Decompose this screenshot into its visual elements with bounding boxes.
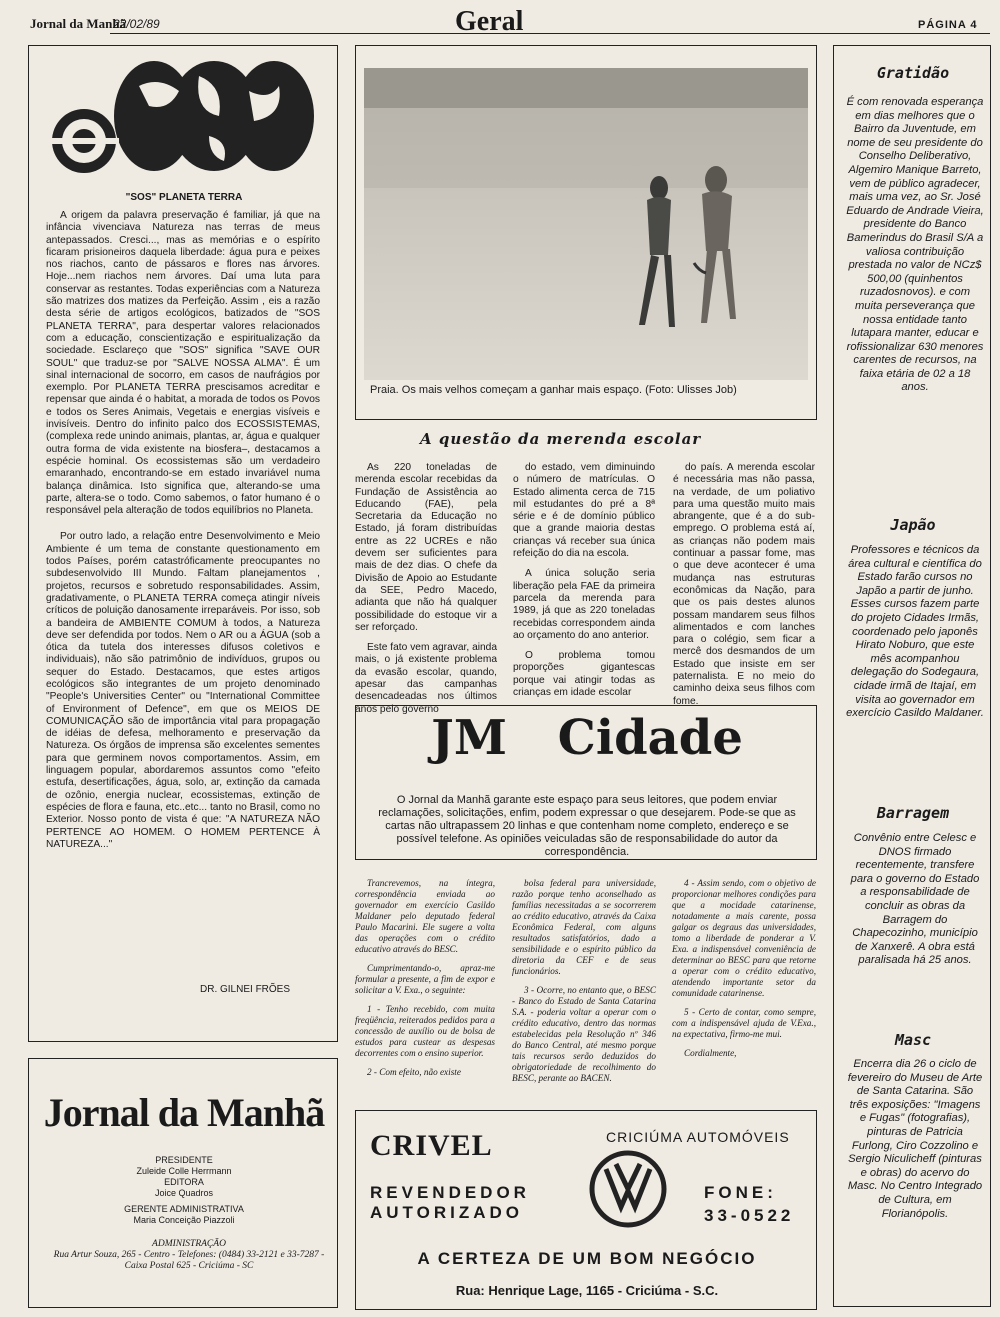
beach-figures-icon xyxy=(364,68,808,380)
jornal-da-manha-ad xyxy=(28,1058,338,1308)
merenda-paragraph: O problema tomou proporções gigantescas porque vai atingir todas as crianças em idade escolar xyxy=(513,650,655,699)
crivel-subtitle: CRICIÚMA AUTOMÓVEIS xyxy=(606,1129,790,1145)
crivel-logo: CRIVEL xyxy=(370,1129,493,1162)
logo-caption: "SOS" PLANETA TERRA xyxy=(125,192,243,203)
ad-staff-line: Zuleide Colle Herrmann xyxy=(136,1166,232,1176)
letter-paragraph: bolsa federal para universidade, razão porque tenho aconselhado as famílias necessitadas a se socorrerem ao crédito educativo, através da Caixa Econômica Federal, com alguns resultados satisfatórios, dado a sensibilidade e o espírito público da diretoria da CEF e de seus funcionários. xyxy=(512,878,656,976)
letter-paragraph: 3 - Ocorre, no entanto que, o BESC - Banco do Estado de Santa Catarina S.A. - poderia voltar a operar com o crédito educativo, dentro das normas estabelecidas pela Resolução nº 346 do Banco Central, até mesmo porque tais recursos serão deduzidos do obrigatoriedade de recolhimento do BESC, perante ao BACEN. xyxy=(512,985,656,1083)
sos-globe-logo-icon xyxy=(49,56,319,206)
merenda-headline: A questão da merenda escolar xyxy=(420,430,702,448)
ad-admin-address: Rua Artur Souza, 265 - Centro - Telefones: (0484) 33-2121 e 33-7287 - Caixa Postal 625 - Criciúma - SC xyxy=(53,1250,325,1271)
ad-staff-line: Joice Quadros xyxy=(154,1188,214,1198)
eco-paragraph: Por outro lado, a relação entre Desenvolvimento e Meio Ambiente é um tema de constante questionamento em todos Países, porém catastróficamente preocupantes no subdesenvolvido III Mundo. Faltam planejamentos , projetos, recursos e sobretudo responsabilidades. Assim, gradativamente, o PLANETA TERRA começa atingir níveis críticos de poluição danosamente irreparáveis. Por isso, sob a bandeira de AMBIENTE COMUM à todos, a Natureza deve ser defendida por todos. Nem o AR ou a ÁGUA (sob a ótica da tutela dos interesses difusos coletivos e individuais), não são patrimônio de indivíduos, grupos ou sequer do Estado. Destacamos, que estes artigos ecológicos são integrantes de um projeto denominado "People's Universities Center" ou "International Committee of Environment of Defence", em que os MEIOS DE COMUNICAÇÃO são de importância vital para propagação de idéias de defesa, melhoramento e preservação da Natureza. Os órgãos de imprensa são excelentes sementes para que germinem novos comportamentos. Assim, em linguagem popular, abordaremos assuntos como "efeito estufa, desertificações, água, solo, ar, extinção da camada de ozônio, energia nuclear, ecossistemas, extinção de espécies de flora e fauna, etc..etc... tanto no Brasil, como no Exterior. Nosso ponto de vista é que: "A NATUREZA NÃO PERTENCE AO HOMEM. O HOMEM PERTENCE À NATUREZA..." xyxy=(46,531,320,850)
eco-paragraph: A origem da palavra preservação é familiar, já que na infância vivenciava Natureza nas terras de meus antepassados. Cresci..., mas as memórias e o espírito ficaram prisioneiros daquela liberdade: água pura e peixes nos riachos, canto de pássaros e flores nas árvores. Hoje...nem riachos nem árvores. Daí uma luta para conservar as restantes. Todas experiências com a Natureza são matrizes dos matizes da Perfeição. Assim , eis a razão desta série de artigos ecológicos, batizados de "SOS PLANETA TERRA", para despertar valores relacionados com a educação, conscientização e espiritualização da sociedade. Esclareço que "SOS" significa "SAVE OUR SOUL" que traduz-se por "SALVE NOSSA ALMA". É um sinal internacional de socorro, em casos de naufrágios por exemplo. Por PLANETA TERRA prescisamos acreditar e repensar que ainda é o habitat, a morada de todos os Povos e todos os Seres Animais, Vegetais e energias visíveis e invisíveis. Dentro do infinito palco dos ECOSSISTEMAS, (complexa rede unindo animais, plantas, ar, água e qualquer outra forma de vida existente na biosfera–, destacamos a espécie hominal. Os ecossistemas são um verdadeiro emaranhado, encontrando-se em estado invariável numa balança dinâmica. Isto significa que, alterando-se uma parte, altera-se o todo. Como sabemos, o fator humano é o responsável pela alteração de todos equilíbrios no Planeta. xyxy=(46,210,320,517)
ad-staff-line: GERENTE ADMINISTRATIVA xyxy=(124,1204,244,1214)
crivel-tagline: A CERTEZA DE UM BOM NEGÓCIO xyxy=(417,1249,757,1268)
sidebar-heading: Japão xyxy=(890,516,936,534)
crivel-dealer-line: AUTORIZADO xyxy=(370,1203,524,1222)
letter-paragraph: 5 - Certo de contar, como sempre, com a indispensável ajuda de V.Exa., na expectativa, firmo-me mui. xyxy=(672,1007,816,1039)
letter-paragraph: 4 - Assim sendo, com o objetivo de proporcionar melhores condições para que a mocidade catarinense, notadamente a mais carente, possa galgar os degraus das universidades, tomo a liberdade de ponderar a V. Exa. a indispensável conveniência de determinar ao BESC para que retorne a operar com o crédito educativo, atendendo importante setor da comunidade catarinense. xyxy=(672,878,816,998)
jm-cidade-box xyxy=(355,705,817,860)
issue-date: 22/02/89 xyxy=(113,17,160,31)
merenda-paragraph: do estado, vem diminuindo o número de matrículas. O Estado alimenta cerca de 715 mil estudantes do pré a 8ª série e é de domínio público que a grande maioria destas crianças vá receber sua única refeição do dia na escola. xyxy=(513,462,655,560)
merenda-column-3 xyxy=(673,462,815,716)
merenda-column-1 xyxy=(355,462,497,724)
ad-admin-title: ADMINISTRAÇÃO xyxy=(152,1239,226,1249)
masthead-logo: Jornal da Manhã xyxy=(30,16,127,31)
letter-column-2 xyxy=(512,878,656,1092)
page-number: PÁGINA 4 xyxy=(918,19,978,31)
ad-staff-line: PRESIDENTE xyxy=(155,1155,213,1165)
merenda-paragraph: Este fato vem agravar, ainda mais, o já existente problema da evasão escolar, quando, apesar das campanhas desencadeadas nos últimos anos pelo governo xyxy=(355,642,497,715)
sidebar-heading: Masc xyxy=(894,1031,932,1049)
crivel-dealer-line: REVENDEDOR xyxy=(370,1183,530,1202)
sidebar-heading: Barragem xyxy=(876,804,950,822)
sidebar-note: É com renovada esperança em dias melhores que o Bairro da Juventude, em nome de seu presidente do Conselho Deliberativo, Algemiro Manique Barreto, vem de público agradecer, mais uma vez, ao Sr. José Eduardo de Andrade Vieira, presidente do Banco Bamerindus do Brasil S/A a valiosa contribuição prestada no valor de NCz$ 500,00 (quinhentos ruzadosnovos). e com muita perseverança que nossa entidade tanto lutapara manter, educar e rofissionalizar 630 menores carentes de recursos, na faixa etária de 02 a 18 anos. xyxy=(846,96,984,394)
photo-caption: Praia. Os mais velhos começam a ganhar mais espaço. (Foto: Ulisses Job) xyxy=(370,384,737,396)
letter-paragraph: Cumprimentando-o, apraz-me formular a presente, a fim de expor e solicitar a V. Exa., o seguinte: xyxy=(355,963,495,995)
sidebar-notes-box xyxy=(833,45,991,1307)
beach-photo xyxy=(364,68,808,380)
eco-article-text xyxy=(46,210,320,865)
letter-column-1 xyxy=(355,878,495,1086)
author-signature: DR. GILNEI FRÕES xyxy=(200,984,291,995)
crivel-ad xyxy=(355,1110,817,1310)
ad-staff-line: Maria Conceição Piazzoli xyxy=(133,1215,235,1225)
crivel-address: Rua: Henrique Lage, 1165 - Criciúma - S.C. xyxy=(455,1283,719,1298)
section-title: Geral xyxy=(455,6,524,37)
letter-paragraph: Cordialmente, xyxy=(684,1048,737,1058)
ad-masthead: Jornal da Manhã xyxy=(43,1090,325,1135)
sidebar-note: Encerra dia 26 o ciclo de fevereiro do Museu de Arte de Santa Catarina. São três exposições: "Imagens e Fugas" (fotografias), pinturas de Patricia Furlong, Ciro Cozzolino e Sergio Niculicheff (pinturas e obras) do acervo do Masc. No Centro Integrado de Cultura, em Florianópolis. xyxy=(847,1058,983,1220)
vw-logo-icon xyxy=(588,1149,668,1229)
letter-paragraph: 1 - Tenho recebido, com muita freqüência, reiterados pedidos para a concessão de auxílio ou de bolsa de estudos para custear as despesas decorrentes com o ensino superior. xyxy=(355,1004,495,1058)
photo-box xyxy=(355,45,817,420)
sidebar-note: Professores e técnicos da área cultural e científica do Estado farão cursos no Japão a partir de junho. Esses cursos fazem parte do projeto Cidades Irmãs, coordenado pelo japonês Hirato Noburo, que este mês acompanhou delegação do Sodegaura, cidade irmã de Itajaí, em visita ao governador em exercício Casildo Maldaner. xyxy=(846,544,984,720)
letter-paragraph: Trancrevemos, na íntegra, correspondência enviada ao governador em exercício Casildo Maldaner pelo deputado federal Paulo Macarini. Ele sugere a volta das operações com o crédito educativo através do BESC. xyxy=(355,878,495,954)
merenda-paragraph: A única solução seria liberação pela FAE da primeira parcela da merenda para 1989, já que as 220 toneladas recebidas correspondem ainda ao orçamento do ano anterior. xyxy=(513,568,655,641)
sidebar-note: Convênio entre Celesc e DNOS firmado recentemente, transfere para o governo do Estado a responsabilidade de concluir as obras da Barragem do Chapecozinho, município de Xanxerê. A obra está paralisada há 25 anos. xyxy=(850,832,980,967)
letter-paragraph: 2 - Com efeito, não existe xyxy=(367,1067,461,1077)
merenda-paragraph: do país. A merenda escolar é necessária mas não passa, na verdade, de um poliativo para uma questão muito mais abrangente, que é a do sub-emprego. O problema está aí, as crianças não podem mais continuar a passar fome, mas o que deve acontecer é uma mudança nas estruturas econômicas da Nação, para que os pais destes alunos possam mandarem seus filhos alimentados e com lanches para o colégio, sem ficar a mercê dos desmandos de um Estado que insiste em ser paternalista. E no meio do caminho deixa seus filhos com fome. xyxy=(673,462,815,707)
jm-cidade-title: JM Cidade xyxy=(431,710,743,766)
crivel-phone-label: FONE: xyxy=(704,1183,777,1202)
merenda-column-2 xyxy=(513,462,655,707)
jm-cidade-notice: O Jornal da Manhã garante este espaço para seus leitores, que podem enviar reclamações, solicitações, enfim, podem expressar o que desejarem. Pode-se que as cartas não ultrapassem 20 linhas e que contenham nome completo, endereço e se possível telefone. As opiniões veiculadas são de responsabilidade do autor da correspondência. xyxy=(378,794,796,858)
ad-admin xyxy=(49,1239,329,1272)
letter-column-3 xyxy=(672,878,816,1067)
merenda-paragraph: As 220 toneladas de merenda escolar recebidas da Fundação de Assistência ao Educando (FAE), pela Secretaria da Educação no Estado, já foram distribuídas entre as 22 UCREs e não devem ser suficientes para mais de dez dias. O chefe da Divisão de Apoio ao Estudante da SEE, Pedro Macedo, adianta que não há qualquer possibilidade do estoque vir a ser reforçado. xyxy=(355,462,497,633)
crivel-phone: 33-0522 xyxy=(704,1206,795,1225)
sidebar-heading: Gratidão xyxy=(876,64,950,82)
header-rule xyxy=(110,33,990,34)
ad-staff-line: EDITORA xyxy=(164,1177,204,1187)
